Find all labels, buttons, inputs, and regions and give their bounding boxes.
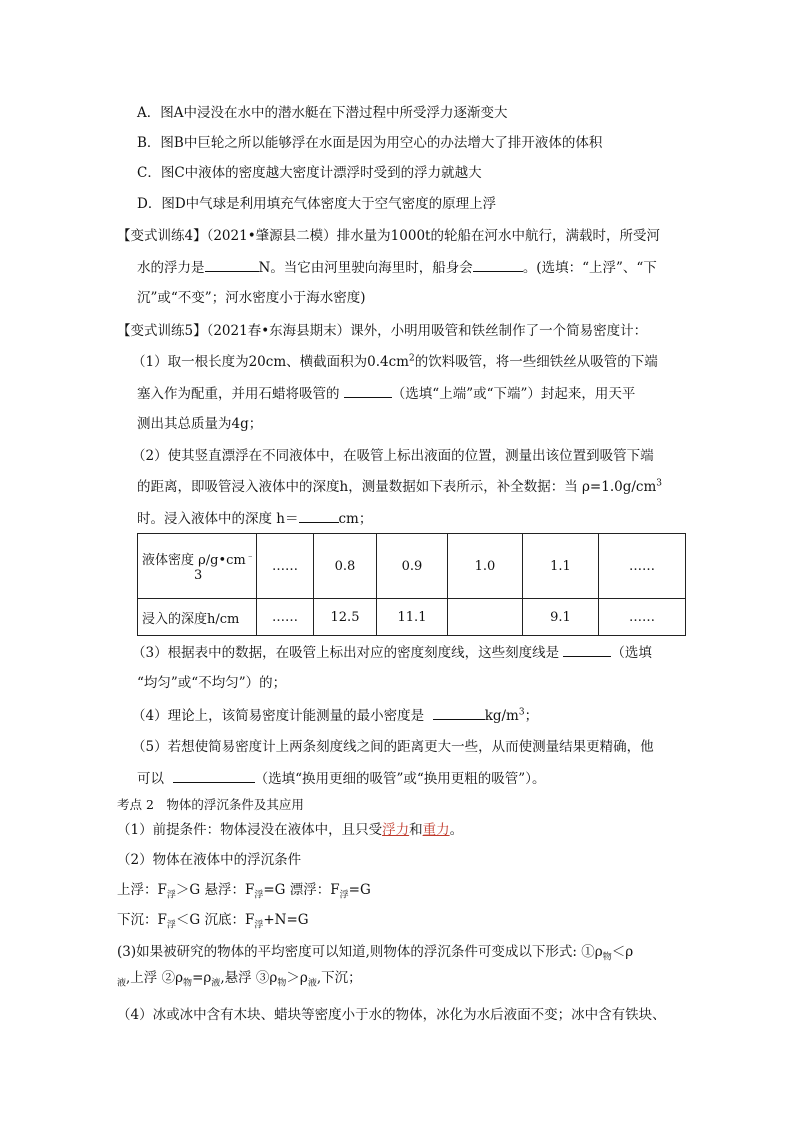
q5-intro: 课外，小明用吸管和铁丝制作了一个简易密度计：: [350, 323, 648, 339]
q5-source: （2021春•东海县期末）: [206, 323, 351, 339]
q5-p2c: 时。浸入液体中的深度 h＝: [137, 511, 299, 527]
answer-blank[interactable]: [205, 257, 259, 272]
q5-p2-line1: （2）使其竖直漂浮在不同液体中，在吸管上标出液面的位置，测量出该位置到吸管下端: [132, 448, 654, 464]
txt: ＜ρ: [611, 944, 634, 960]
q5-tag: 【变式训练5】: [117, 323, 207, 339]
q5-p1b: 的饮料吸管，将一些细铁丝从吸管的下端: [414, 354, 658, 370]
table-row: [138, 599, 686, 636]
table-cell: 11.1: [377, 599, 448, 636]
option-c: C．图C中液体的密度越大密度计漂浮时受到的浮力就越大: [137, 165, 482, 181]
table-cell: 0.9: [377, 534, 448, 599]
label-text-cont: 3: [194, 568, 203, 583]
q5-p3-line2: “均匀”或“不均匀”）的；: [137, 675, 287, 691]
txt: 下沉：F: [117, 912, 167, 928]
q5-p2d: cm；: [338, 511, 373, 527]
q4-text2b: N。当它由河里驶向海里时，船身会: [258, 260, 473, 276]
answer-blank[interactable]: [173, 768, 255, 783]
label-text: 液体密度 ρ/g•cm: [142, 553, 246, 568]
txt: =G 漂浮：F: [263, 882, 340, 898]
table-cell: ……: [257, 599, 314, 636]
subscript: 物: [277, 978, 287, 989]
txt: 上浮：F: [117, 882, 167, 898]
q5-p1c: 塞入作为配重，并用石蜡将吸管的: [137, 386, 340, 402]
txt: +N=G: [263, 912, 309, 928]
q4-source: （2021•肇源县二模）: [206, 228, 337, 244]
data-table: [137, 533, 686, 636]
k2-downward: [117, 910, 309, 930]
table-row-label: 浸入的深度h/cm: [138, 599, 257, 636]
q5-p1d: （选填“上端”或“下端”）封起来，用天平: [391, 386, 636, 402]
answer-blank[interactable]: [299, 508, 339, 523]
table-cell: ……: [257, 534, 314, 599]
table-cell: 9.1: [523, 599, 599, 636]
q5-p4c: ；: [524, 708, 539, 724]
q5-p5-line1: （5）若想使简易密度计上两条刻度线之间的距离更大一些，从而使测量结果更精确，他: [132, 739, 654, 755]
q5-p3a: （3）根据表中的数据，在吸管上标出对应的密度刻度线，这些刻度线是: [132, 645, 560, 661]
q5-p4b: kg/m: [484, 708, 519, 724]
q5-p5c: （选填“换用更细的吸管”或“换用更粗的吸管”）。: [254, 771, 546, 787]
q4-line2: [137, 257, 657, 278]
subscript: 液: [211, 978, 221, 989]
q5-p3b: （选填: [611, 645, 652, 661]
txt: ,悬浮 ③ρ: [220, 970, 278, 986]
q5-p2-line3: [137, 508, 372, 529]
subscript: 液: [307, 978, 317, 989]
q4-text2c: 。(选填：“上浮”、“下: [522, 260, 657, 276]
table-cell: 1.1: [523, 534, 599, 599]
txt: =G: [348, 882, 371, 898]
k2-c4: （4）冰或冰中含有木块、蜡块等密度小于水的物体，冰化为水后液面不变；冰中含有铁块、: [117, 1007, 666, 1023]
txt: ,上浮 ②ρ: [126, 970, 184, 986]
q5-p5-line2: [137, 768, 545, 789]
subscript: 物: [602, 952, 612, 963]
table-cell: ……: [599, 534, 686, 599]
k2-c1e: 。: [449, 822, 464, 838]
txt: (3)如果被研究的物体的平均密度可以知道,则物体的浮沉条件可变成以下形式: ①ρ: [117, 944, 603, 960]
txt: ,下沉；: [316, 970, 362, 986]
table-cell: 1.0: [448, 534, 523, 599]
q5-p1-line1: [132, 352, 658, 372]
table-cell: 0.8: [314, 534, 377, 599]
answer-blank[interactable]: [563, 642, 611, 657]
subscript: 液: [117, 978, 127, 989]
q4-text1: 排水量为1000t的轮船在河水中航行，满载时，所受河: [336, 228, 660, 244]
txt: ＞G 悬浮：F: [175, 882, 255, 898]
table-cell: ……: [599, 599, 686, 636]
subscript: 物: [183, 978, 193, 989]
q5-p1-line2: [137, 383, 635, 404]
q4-tag: 【变式训练4】: [117, 228, 207, 244]
k2-c1: [117, 820, 463, 840]
k2-c3-line1: [117, 942, 633, 962]
txt: ＜G 沉底：F: [175, 912, 255, 928]
k2-c1a: （1）前提条件：物体浸没在液体中，且只受: [117, 822, 383, 838]
answer-blank[interactable]: [473, 257, 523, 272]
table-cell: [448, 599, 523, 636]
q5-p5b: 可以: [137, 771, 164, 787]
subscript: 浮: [166, 920, 176, 931]
k2-upward: [117, 880, 371, 900]
table-row: [138, 534, 686, 599]
q4-line3: 沉”或“不变”；河水密度小于海水密度): [137, 290, 366, 306]
subscript: 浮: [254, 890, 264, 901]
k2-c3-line2: [117, 968, 362, 988]
q5-p2-line2: [137, 477, 662, 497]
k2-c1c: 和: [409, 822, 423, 838]
q5-line1: [117, 321, 647, 341]
answer-blank[interactable]: [344, 383, 392, 398]
section-title: 考点 2 物体的浮沉条件及其应用: [117, 797, 304, 812]
superscript: ﹣: [245, 551, 255, 562]
option-d: D．图D中气球是利用填充气体密度大于空气密度的原理上浮: [137, 196, 497, 212]
option-a: A．图A中浸没在水中的潜水艇在下潜过程中所受浮力逐渐变大: [137, 105, 508, 121]
answer-blank[interactable]: [433, 705, 485, 720]
keyword-gravity: 重力: [422, 822, 450, 838]
q5-p1-line3: 测出其总质量为4g；: [137, 416, 263, 432]
txt: ＞ρ: [286, 970, 308, 986]
superscript: 3: [518, 707, 525, 718]
table-cell: 12.5: [314, 599, 377, 636]
txt: =ρ: [192, 970, 212, 986]
q5-p4a: （4）理论上，该简易密度计能测量的最小密度是: [132, 708, 425, 724]
q5-p3-line1: [132, 642, 652, 663]
subscript: 浮: [166, 890, 176, 901]
keyword-buoyancy: 浮力: [382, 822, 410, 838]
q4-text2a: 水的浮力是: [137, 260, 205, 276]
q5-p2b: 的距离，即吸管浸入液体中的深度h，测量数据如下表所示，补全数据：当 ρ=1.0g/cm: [137, 479, 657, 495]
option-b: B．图B中巨轮之所以能够浮在水面是因为用空心的办法增大了排开液体的体积: [137, 135, 603, 151]
q5-p4: [132, 705, 538, 726]
superscript: 3: [656, 478, 662, 489]
superscript: 2: [408, 353, 415, 364]
q4-line1: [117, 226, 660, 246]
q5-p1a: （1）取一根长度为20cm、横截面积为0.4cm: [132, 354, 409, 370]
table-row-label: [138, 534, 257, 599]
subscript: 浮: [254, 920, 264, 931]
subscript: 浮: [339, 890, 349, 901]
k2-c2: （2）物体在液体中的浮沉条件: [117, 852, 302, 868]
